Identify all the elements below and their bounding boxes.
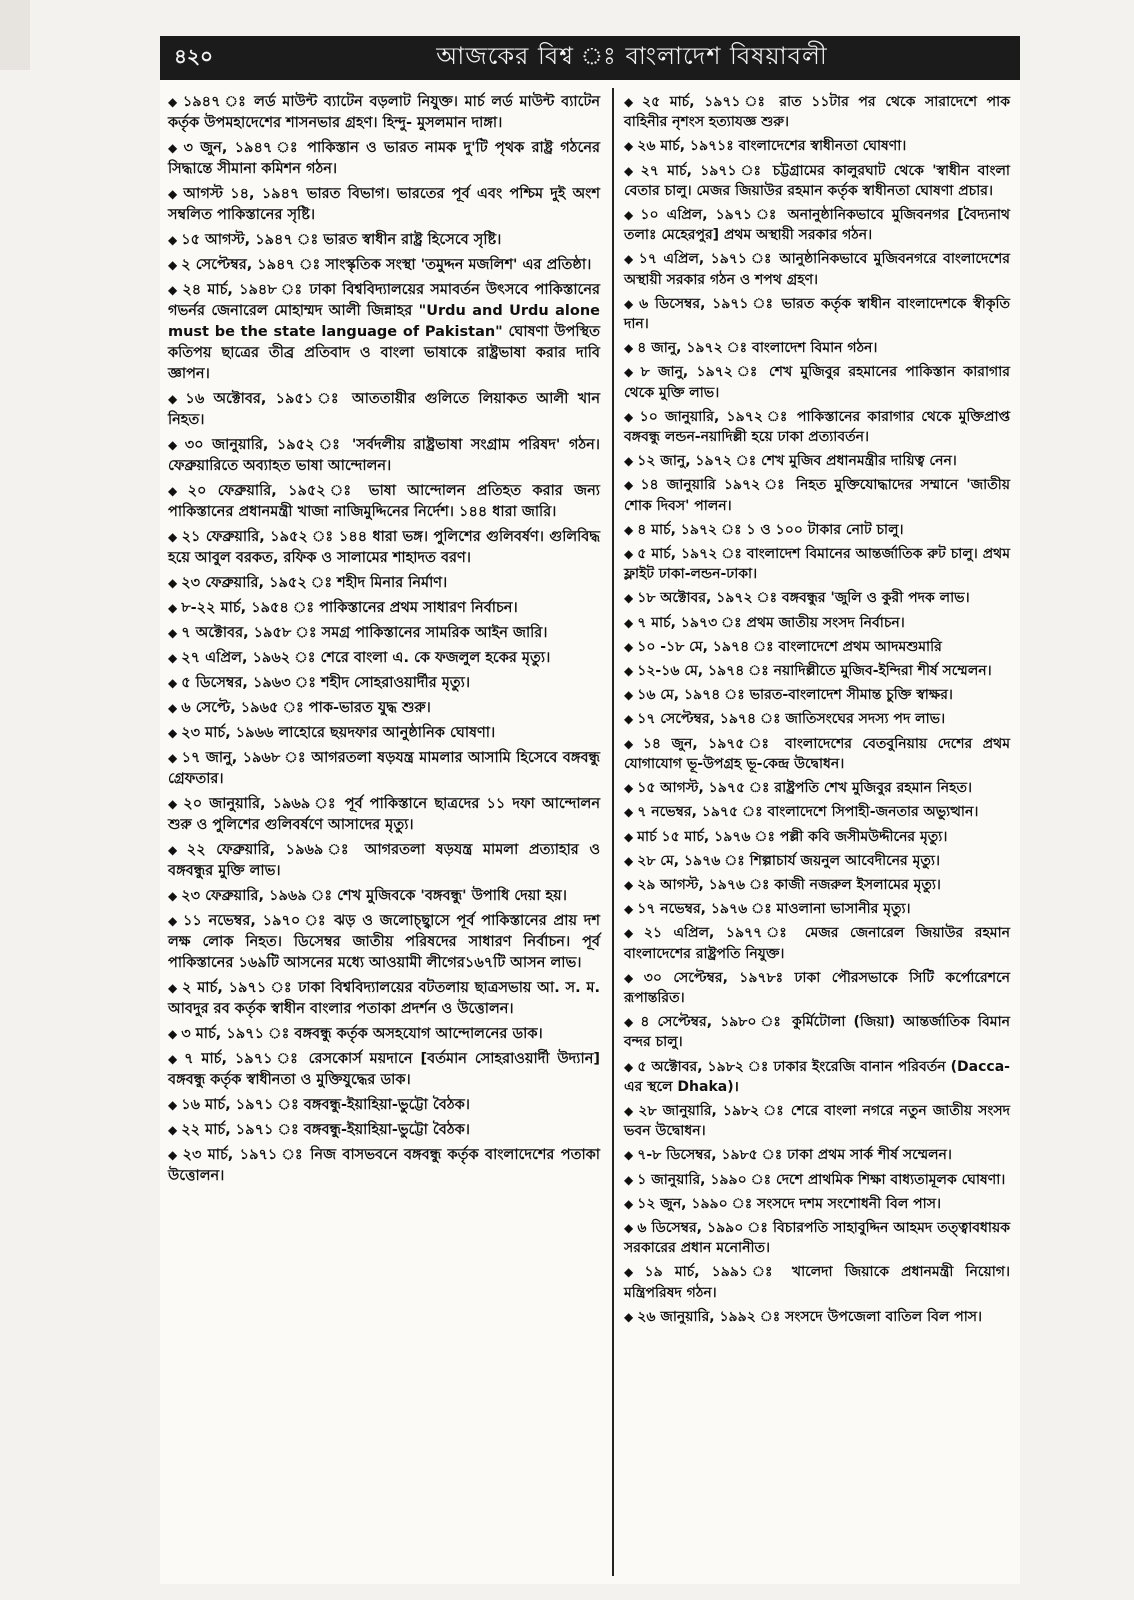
entry-text: ১৪ জুন, ১৯৭৫ ঃ বাংলাদেশের বেতবুনিয়ায় দেশের প্রথম যোগাযোগ ভূ-উপগ্রহ ভূ-কেন্দ্র উদ্বোধন।: [624, 735, 1010, 772]
diamond-bullet-icon: ◆: [624, 163, 637, 178]
entry-text: ৩০ সেপ্টেম্বর, ১৯৭৮ঃ ঢাকা পৌরসভাকে সিটি কর্পোরেশনে রূপান্তরিত।: [624, 969, 1010, 1006]
timeline-entry: [624, 205, 1010, 245]
entry-text: ১০ এপ্রিল, ১৯৭১ ঃ অনানুষ্ঠানিকভাবে মুজিবনগর [বৈদ্যনাথ তলাঃ মেহেরপুর] প্রথম অস্থায়ী সরকার গঠন।: [624, 207, 1010, 244]
timeline-entry: [624, 827, 1010, 847]
diamond-bullet-icon: ◆: [168, 843, 183, 857]
timeline-entry: [168, 673, 600, 694]
timeline-entry: [624, 968, 1010, 1008]
entry-text: আগস্ট ১৪, ১৯৪৭ ভারত বিভাগ। ভারতের পূর্ব এবং পশ্চিম দুই অংশ সম্বলিত পাকিস্তানের সৃষ্টি।: [168, 186, 600, 223]
entry-text: ২৬ মার্চ, ১৯৭১ঃ বাংলাদেশের স্বাধীনতা ঘোষণা।: [637, 138, 907, 155]
entry-text: ২১ ফেব্রুয়ারি, ১৯৫২ ঃ ১৪৪ ধারা ভঙ্গ। পুলিশের গুলিবর্ষণ। গুলিবিদ্ধ হয়ে আবুল বরকত, রফিক ও সালামের শাহাদত বরণ।: [168, 529, 600, 566]
diamond-bullet-icon: ◆: [168, 141, 180, 155]
timeline-entry: [168, 978, 600, 1020]
timeline-entry: [168, 886, 600, 907]
timeline-entry: [624, 92, 1010, 132]
diamond-bullet-icon: ◆: [624, 1059, 634, 1074]
entry-text: ১৬ মে, ১৯৭৪ ঃ ভারত-বাংলাদেশ সীমান্ত চুক্তি স্বাক্ষর।: [637, 687, 953, 704]
entry-text: ২ মার্চ, ১৯৭১ ঃ ঢাকা বিশ্ববিদ্যালয়ের বটতলায় ছাত্রসভায় আ. স. ম. আবদুর রব কর্তৃক স্বাধীন বাংলার পতাকা প্রদর্শন ও উত্তোলন।: [168, 980, 600, 1017]
entry-text: ৮-২২ মার্চ, ১৯৫৪ ঃ পাকিস্তানের প্রথম সাধারণ নির্বাচন।: [181, 600, 518, 616]
entry-text: ১৭ জানু, ১৯৬৮ ঃ আগরতলা ষড়যন্ত্র মামলার আসামি হিসেবে বঙ্গবন্ধু গ্রেফতার।: [168, 750, 600, 787]
diamond-bullet-icon: ◆: [624, 478, 637, 493]
entry-text: ২৪ মার্চ, ১৯৪৮ ঃ ঢাকা বিশ্ববিদ্যালয়ের সমাবর্তন উৎসবে পাকিস্তানের গভর্নর জেনারেল মোহাম্মদ আলী জিন্নাহর "Urdu and Urdu alone must be the state language of Pakistan" ঘোষণা উপস্থিত কতিপয় ছাত্রের তীব্র প্রতিবাদ ও বাংলা ভাষাকে রাষ্ট্রভাষা করার দাবি জ্ঞাপন।: [168, 282, 600, 382]
diamond-bullet-icon: ◆: [624, 805, 634, 820]
diamond-bullet-icon: ◆: [624, 1196, 634, 1211]
timeline-entry: [168, 748, 600, 790]
diamond-bullet-icon: ◆: [624, 208, 637, 223]
timeline-entry: [168, 481, 600, 523]
timeline-entry: [168, 280, 600, 385]
timeline-entry: [168, 389, 600, 431]
entry-text: ১১ নভেম্বর, ১৯৭০ ঃ ঝড় ও জলোচ্ছ্বাসে পূর্ব পাকিস্তানের প্রায় দশ লক্ষ লোক নিহত। ডিসেম্বর জাতীয় পরিষদের সাধারণ নির্বাচন। পূর্ব পাকিস্তানের ১৬৯টি আসনের মধ্যে আওয়ামী লীগের১৬৭টি আসন লাভ।: [168, 913, 600, 971]
diamond-bullet-icon: ◆: [624, 1015, 637, 1030]
timeline-entry: [168, 911, 600, 974]
diamond-bullet-icon: ◆: [624, 341, 634, 356]
book-title: আজকের বিশ্ব ঃ বাংলাদেশ বিষয়াবলী: [436, 42, 828, 70]
timeline-entry: [168, 598, 600, 619]
timeline-entry: [168, 794, 600, 836]
timeline-entry: [168, 138, 600, 180]
timeline-entry: [168, 92, 600, 134]
entry-text: ১৫ আগস্ট, ১৯৪৭ ঃ ভারত স্বাধীন রাষ্ট্র হিসেবে সৃষ্টি।: [181, 232, 502, 248]
timeline-entry: [168, 1049, 600, 1091]
page-binding-shadow: [0, 0, 30, 70]
diamond-bullet-icon: ◆: [624, 712, 634, 727]
entry-text: ৬ ডিসেম্বর, ১৯৯০ ঃ বিচারপতি সাহাবুদ্দিন আহমদ তত্ত্বাবধায়ক সরকারের প্রধান মনোনীত।: [624, 1219, 1011, 1257]
diamond-bullet-icon: ◆: [168, 676, 178, 690]
timeline-entry: [624, 588, 1010, 608]
timeline-entry: [624, 1012, 1010, 1052]
entry-text: ১৬ অক্টোবর, ১৯৫১ ঃ আততায়ীর গুলিতে লিয়াকত আলী খান নিহত।: [168, 391, 600, 428]
timeline-entry: [624, 294, 1010, 334]
timeline-entry: [624, 1307, 1010, 1327]
diamond-bullet-icon: ◆: [168, 626, 178, 640]
timeline-entry: [168, 648, 600, 669]
timeline-entry: [624, 1194, 1010, 1214]
diamond-bullet-icon: ◆: [624, 902, 634, 917]
entry-text: ৩ জুন, ১৯৪৭ ঃ পাকিস্তান ও ভারত নামক দু'টি পৃথক রাষ্ট্র গঠনের সিদ্ধান্তে সীমানা কমিশন গঠন।: [168, 140, 601, 177]
diamond-bullet-icon: ◆: [168, 258, 178, 272]
timeline-entry: [624, 778, 1010, 798]
entry-text: ৪ মার্চ, ১৯৭২ ঃ ১ ও ১০০ টাকার নোট চালু।: [637, 521, 904, 538]
timeline-entry: [168, 184, 600, 226]
diamond-bullet-icon: ◆: [168, 1123, 178, 1137]
entry-text: ১০ জানুয়ারি, ১৯৭২ ঃ পাকিস্তানের কারাগার থেকে মুক্তিপ্রাপ্ত বঙ্গবন্ধু লন্ডন-নয়াদিল্লী হয়ে ঢাকা প্রত্যাবর্তন।: [624, 408, 1011, 446]
entry-text: ২২ মার্চ, ১৯৭১ ঃ বঙ্গবন্ধু-ইয়াহিয়া-ভুট্টো বৈঠক।: [181, 1122, 470, 1138]
timeline-entry: [624, 734, 1010, 774]
diamond-bullet-icon: ◆: [624, 252, 635, 267]
diamond-bullet-icon: ◆: [168, 484, 184, 498]
entry-text: ৫ মার্চ, ১৯৭২ ঃ বাংলাদেশ বিমানের আন্তর্জাতিক রুট চালু। প্রথম ফ্লাইট ঢাকা-লন্ডন-ঢাকা।: [624, 546, 1010, 583]
diamond-bullet-icon: ◆: [168, 1098, 178, 1112]
diamond-bullet-icon: ◆: [624, 296, 636, 311]
entry-text: ১২ জুন, ১৯৯০ ঃ সংসদে দশম সংশোধনী বিল পাস।: [637, 1195, 941, 1212]
entry-text: ৩০ জানুয়ারি, ১৯৫২ ঃ 'সর্বদলীয় রাষ্ট্রভাষা সংগ্রাম পরিষদ' গঠন। ফেব্রুয়ারিতে অব্যাহত ভাষা আন্দোলন।: [168, 437, 600, 474]
timeline-entry: [624, 475, 1010, 515]
diamond-bullet-icon: ◆: [624, 139, 634, 154]
diamond-bullet-icon: ◆: [624, 688, 634, 703]
entry-text: ১৯ মার্চ, ১৯৯১ ঃ খালেদা জিয়াকে প্রধানমন্ত্রী নিয়োগ। মন্ত্রিপরিষদ গঠন।: [624, 1264, 1010, 1301]
diamond-bullet-icon: ◆: [624, 454, 634, 469]
timeline-entry: [624, 362, 1010, 402]
timeline-entry: [624, 802, 1010, 822]
diamond-bullet-icon: ◆: [168, 233, 178, 247]
diamond-bullet-icon: ◆: [624, 95, 638, 109]
diamond-bullet-icon: ◆: [624, 1220, 634, 1235]
entry-text: ৭ নভেম্বর, ১৯৭৫ ঃ বাংলাদেশে সিপাহী-জনতার অভ্যুত্থান।: [637, 804, 979, 821]
entry-text: ৬ ডিসেম্বর, ১৯৭১ ঃ ভারত কর্তৃক স্বাধীন বাংলাদেশকে স্বীকৃতি দান।: [624, 295, 1011, 333]
timeline-entry: [624, 923, 1010, 963]
diamond-bullet-icon: ◆: [168, 1052, 181, 1066]
entry-text: ২৮ জানুয়ারি, ১৯৮২ ঃ শেরে বাংলা নগরে নতুন জাতীয় সংসদ ভবন উদ্বোধন।: [624, 1102, 1010, 1140]
diamond-bullet-icon: ◆: [624, 926, 640, 941]
entry-text: ১০ -১৮ মে, ১৯৭৪ ঃ বাংলাদেশে প্রথম আদমশুমারি: [637, 638, 942, 655]
entry-text: ২৩ মার্চ, ১৯৬৬ লাহোরে ছয়দফার আনুষ্ঠানিক ঘোষণা।: [181, 725, 496, 741]
entry-text: ২৭ এপ্রিল, ১৯৬২ ঃ শেরে বাংলা এ. কে ফজলুল হকের মৃত্যু।: [181, 650, 551, 666]
timeline-entry: [168, 230, 600, 251]
diamond-bullet-icon: ◆: [624, 1103, 635, 1118]
diamond-bullet-icon: ◆: [624, 664, 634, 679]
entry-text: ৭ মার্চ, ১৯৭১ ঃ রেসকোর্স ময়দানে [বর্তমান সোহরাওয়ার্দী উদ্যান] বঙ্গবন্ধু কর্তৃক স্বাধীনতা ও মুক্তিযুদ্ধের ডাক।: [168, 1051, 600, 1088]
entry-text: ৮ জানু, ১৯৭২ ঃ শেখ মুজিবুর রহমানের পাকিস্তান কারাগার থেকে মুক্তি লাভ।: [624, 364, 1010, 401]
diamond-bullet-icon: ◆: [624, 970, 640, 985]
entry-text: ২৩ ফেব্রুয়ারি, ১৯৬৯ ঃ শেখ মুজিবকে 'বঙ্গবন্ধু' উপাধি দেয়া হয়।: [181, 888, 567, 904]
entry-text: ২১ এপ্রিল, ১৯৭৭ ঃ মেজর জেনারেল জিয়াউর রহমান বাংলাদেশের রাষ্ট্রপতি নিযুক্ত।: [624, 925, 1010, 962]
entry-text: ৭ মার্চ, ১৯৭৩ ঃ প্রথম জাতীয় সংসদ নির্বাচন।: [637, 614, 905, 631]
entry-text: ১৬ মার্চ, ১৯৭১ ঃ বঙ্গবন্ধু-ইয়াহিয়া-ভুট্টো বৈঠক।: [181, 1097, 470, 1113]
entry-text: ২ সেপ্টেম্বর, ১৯৪৭ ঃ সাংস্কৃতিক সংস্থা 'তমুদ্দন মজলিশ' এর প্রতিষ্ঠা।: [181, 257, 592, 273]
entry-text: ২৭ মার্চ, ১৯৭১ ঃ চট্টগ্রামের কালুরঘাট থেকে 'স্বাধীন বাংলা বেতার চালু। মেজর জিয়াউর রহমান কর্তৃক স্বাধীনতা ঘোষণা প্রচার।: [624, 162, 1010, 199]
diamond-bullet-icon: ◆: [168, 95, 179, 109]
diamond-bullet-icon: ◆: [168, 751, 178, 765]
entry-text: ১৭ নভেম্বর, ১৯৭৬ ঃ মাওলানা ভাসানীর মৃত্যু।: [637, 901, 911, 918]
entry-text: ৩ মার্চ, ১৯৭১ ঃ বঙ্গবন্ধু কর্তৃক অসহযোগ আন্দোলনের ডাক।: [181, 1026, 543, 1042]
entry-text: ১৭ এপ্রিল, ১৯৭১ ঃ আনুষ্ঠানিকভাবে মুজিবনগরে বাংলাদেশের অস্থায়ী সরকার গঠন ও শপথ গ্রহণ।: [624, 251, 1010, 288]
diamond-bullet-icon: ◆: [168, 726, 178, 740]
diamond-bullet-icon: ◆: [624, 1172, 634, 1187]
page-number: ৪২০: [174, 43, 213, 68]
diamond-bullet-icon: ◆: [168, 797, 180, 811]
timeline-entry: [624, 1262, 1010, 1302]
timeline-entry: [168, 698, 600, 719]
entry-text: ১৯৪৭ ঃ লর্ড মাউন্ট ব্যাটেন বড়লাট নিযুক্ত। মার্চ লর্ড মাউন্ট ব্যাটেন কর্তৃক উপমহাদেশের শাসনভার গ্রহণ। হিন্দু- মুসলমান দাঙ্গা।: [168, 94, 600, 131]
timeline-entry: [624, 1057, 1010, 1097]
diamond-bullet-icon: ◆: [168, 981, 178, 995]
entry-text: ১৭ সেপ্টেম্বর, ১৯৭৪ ঃ জাতিসংঘের সদস্য পদ লাভ।: [637, 711, 946, 728]
timeline-entry: [624, 338, 1010, 358]
diamond-bullet-icon: ◆: [168, 530, 178, 544]
entry-text: ৪ সেপ্টেম্বর, ১৯৮০ ঃ কুর্মিটোলা (জিয়া) আন্তর্জাতিক বিমান বন্দর চালু।: [624, 1014, 1010, 1051]
entry-text: ১৪ জানুয়ারি ১৯৭২ ঃ নিহত মুক্তিযোদ্ধাদের সম্মানে 'জাতীয় শোক দিবস' পালন।: [624, 477, 1010, 514]
timeline-entry: [168, 527, 600, 569]
entry-text: ৫ ডিসেম্বর, ১৯৬৩ ঃ শহীদ সোহরাওয়ার্দীর মৃত্যু।: [181, 675, 471, 691]
diamond-bullet-icon: ◆: [168, 438, 181, 452]
diamond-bullet-icon: ◆: [624, 522, 634, 537]
diamond-bullet-icon: ◆: [624, 615, 634, 630]
book-page: [160, 36, 1020, 1584]
entry-text: ২৩ মার্চ, ১৯৭১ ঃ নিজ বাসভবনে বঙ্গবন্ধু কর্তৃক বাংলাদেশের পতাকা উত্তোলন।: [168, 1147, 601, 1184]
entry-text: ২০ জানুয়ারি, ১৯৬৯ ঃ পূর্ব পাকিস্তানে ছাত্রদের ১১ দফা আন্দোলন শুরু ও পুলিশের গুলিবর্ষণে আসাদের মৃত্যু।: [168, 796, 600, 833]
diamond-bullet-icon: ◆: [168, 1027, 178, 1041]
timeline-entry: [624, 407, 1010, 447]
diamond-bullet-icon: ◆: [168, 651, 178, 665]
diamond-bullet-icon: ◆: [168, 914, 179, 928]
entry-text: ৪ জানু, ১৯৭২ ঃ বাংলাদেশ বিমান গঠন।: [637, 340, 878, 357]
diamond-bullet-icon: ◆: [624, 829, 634, 844]
timeline-entry: [624, 613, 1010, 633]
entry-text: ১৫ আগস্ট, ১৯৭৫ ঃ রাষ্ট্রপতি শেখ মুজিবুর রহমান নিহত।: [637, 780, 972, 797]
timeline-entry: [168, 840, 600, 882]
diamond-bullet-icon: ◆: [168, 576, 178, 590]
timeline-entry: [624, 544, 1010, 584]
entry-text: ২৬ জানুয়ারি, ১৯৯২ ঃ সংসদে উপজেলা বাতিল বিল পাস।: [637, 1308, 983, 1325]
entry-text: ১ জানুয়ারি, ১৯৯০ ঃ দেশে প্রাথমিক শিক্ষা বাধ্যতামূলক ঘোষণা।: [637, 1171, 1006, 1188]
entry-text: ১৮ অক্টোবর, ১৯৭২ ঃ বঙ্গবন্ধুর 'জুলি ও কুরী পদক লাভ।: [637, 590, 970, 607]
timeline-entry: [624, 851, 1010, 871]
timeline-entry: [168, 1145, 600, 1187]
diamond-bullet-icon: ◆: [168, 701, 178, 715]
entry-text: ২৫ মার্চ, ১৯৭১ ঃ রাত ১১টার পর থেকে সারাদেশে পাক বাহিনীর নৃশংস হত্যাযজ্ঞ শুরু।: [624, 94, 1011, 131]
right-column: [616, 88, 1020, 1576]
timeline-entry: [624, 637, 1010, 657]
timeline-entry: [168, 573, 600, 594]
timeline-entry: [624, 709, 1010, 729]
entry-text: ১২-১৬ মে, ১৯৭৪ ঃ নয়াদিল্লীতে মুজিব-ইন্দিরা শীর্ষ সম্মেলন।: [637, 663, 992, 680]
diamond-bullet-icon: ◆: [624, 736, 639, 751]
timeline-entry: [624, 1170, 1010, 1190]
entry-text: ৬ সেপ্টে, ১৯৬৫ ঃ পাক-ভারত যুদ্ধ শুরু।: [181, 700, 431, 716]
timeline-entry: [624, 875, 1010, 895]
timeline-entry: [624, 1145, 1010, 1165]
entry-text: ২২ ফেব্রুয়ারি, ১৯৬৯ ঃ আগরতলা ষড়যন্ত্র মামলা প্রত্যাহার ও বঙ্গবন্ধুর মুক্তি লাভ।: [168, 842, 601, 879]
diamond-bullet-icon: ◆: [168, 601, 178, 615]
timeline-entry: [624, 161, 1010, 201]
diamond-bullet-icon: ◆: [624, 877, 634, 892]
timeline-entry: [168, 1024, 600, 1045]
timeline-entry: [624, 899, 1010, 919]
entry-text: ২০ ফেব্রুয়ারি, ১৯৫২ ঃ ভাষা আন্দোলন প্রতিহত করার জন্য পাকিস্তানের প্রধানমন্ত্রী খাজা নাজিমুদ্দিনের নির্দেশ। ১৪৪ ধারা জারি।: [168, 483, 600, 520]
entry-text: ৭-৮ ডিসেম্বর, ১৯৮৫ ঃ ঢাকা প্রথম সার্ক শীর্ষ সম্মেলন।: [637, 1147, 952, 1164]
diamond-bullet-icon: ◆: [168, 283, 179, 297]
diamond-bullet-icon: ◆: [168, 187, 180, 201]
page-header: [160, 36, 1020, 80]
diamond-bullet-icon: ◆: [168, 1148, 179, 1162]
diamond-bullet-icon: ◆: [624, 547, 634, 562]
timeline-entry: [624, 451, 1010, 471]
left-column: [160, 88, 610, 1576]
diamond-bullet-icon: ◆: [624, 409, 636, 424]
diamond-bullet-icon: ◆: [624, 591, 634, 606]
entry-text: ৫ অক্টোবর, ১৯৮২ ঃ ঢাকার ইংরেজি বানান পরিবর্তন (Dacca-এর স্থলে Dhaka)।: [624, 1058, 1010, 1095]
timeline-entry: [168, 255, 600, 276]
diamond-bullet-icon: ◆: [624, 781, 634, 796]
timeline-entry: [168, 623, 600, 644]
entry-text: ২৮ মে, ১৯৭৬ ঃ শিল্পাচার্য জয়নুল আবেদীনের মৃত্যু।: [637, 852, 940, 869]
diamond-bullet-icon: ◆: [168, 392, 182, 406]
diamond-bullet-icon: ◆: [624, 1309, 634, 1324]
timeline-entry: [168, 435, 600, 477]
diamond-bullet-icon: ◆: [624, 639, 634, 654]
diamond-bullet-icon: ◆: [624, 365, 637, 380]
timeline-entry: [624, 136, 1010, 156]
timeline-entry: [168, 1120, 600, 1141]
timeline-entry: [624, 685, 1010, 705]
timeline-entry: [168, 723, 600, 744]
timeline-entry: [624, 1218, 1010, 1258]
column-divider: [612, 88, 614, 1576]
entry-text: ৭ অক্টোবর, ১৯৫৮ ঃ সমগ্র পাকিস্তানের সামরিক আইন জারি।: [181, 625, 548, 641]
entry-text: মার্চ ১৫ মার্চ, ১৯৭৬ ঃ পল্লী কবি জসীমউদ্দীনের মৃত্যু।: [637, 828, 948, 845]
timeline-entry: [168, 1095, 600, 1116]
diamond-bullet-icon: ◆: [624, 1265, 641, 1280]
diamond-bullet-icon: ◆: [624, 1148, 634, 1163]
diamond-bullet-icon: ◆: [624, 853, 634, 868]
timeline-entry: [624, 1101, 1010, 1141]
entry-text: ১২ জানু, ১৯৭২ ঃ শেখ মুজিব প্রধানমন্ত্রীর দায়িত্ব নেন।: [637, 453, 957, 470]
entry-text: ২৯ আগস্ট, ১৯৭৬ ঃ কাজী নজরুল ইসলামের মৃত্যু।: [637, 876, 941, 893]
timeline-entry: [624, 661, 1010, 681]
diamond-bullet-icon: ◆: [168, 889, 178, 903]
timeline-entry: [624, 249, 1010, 289]
entry-text: ২৩ ফেব্রুয়ারি, ১৯৫২ ঃ শহীদ মিনার নির্মাণ।: [181, 575, 448, 591]
timeline-entry: [624, 520, 1010, 540]
